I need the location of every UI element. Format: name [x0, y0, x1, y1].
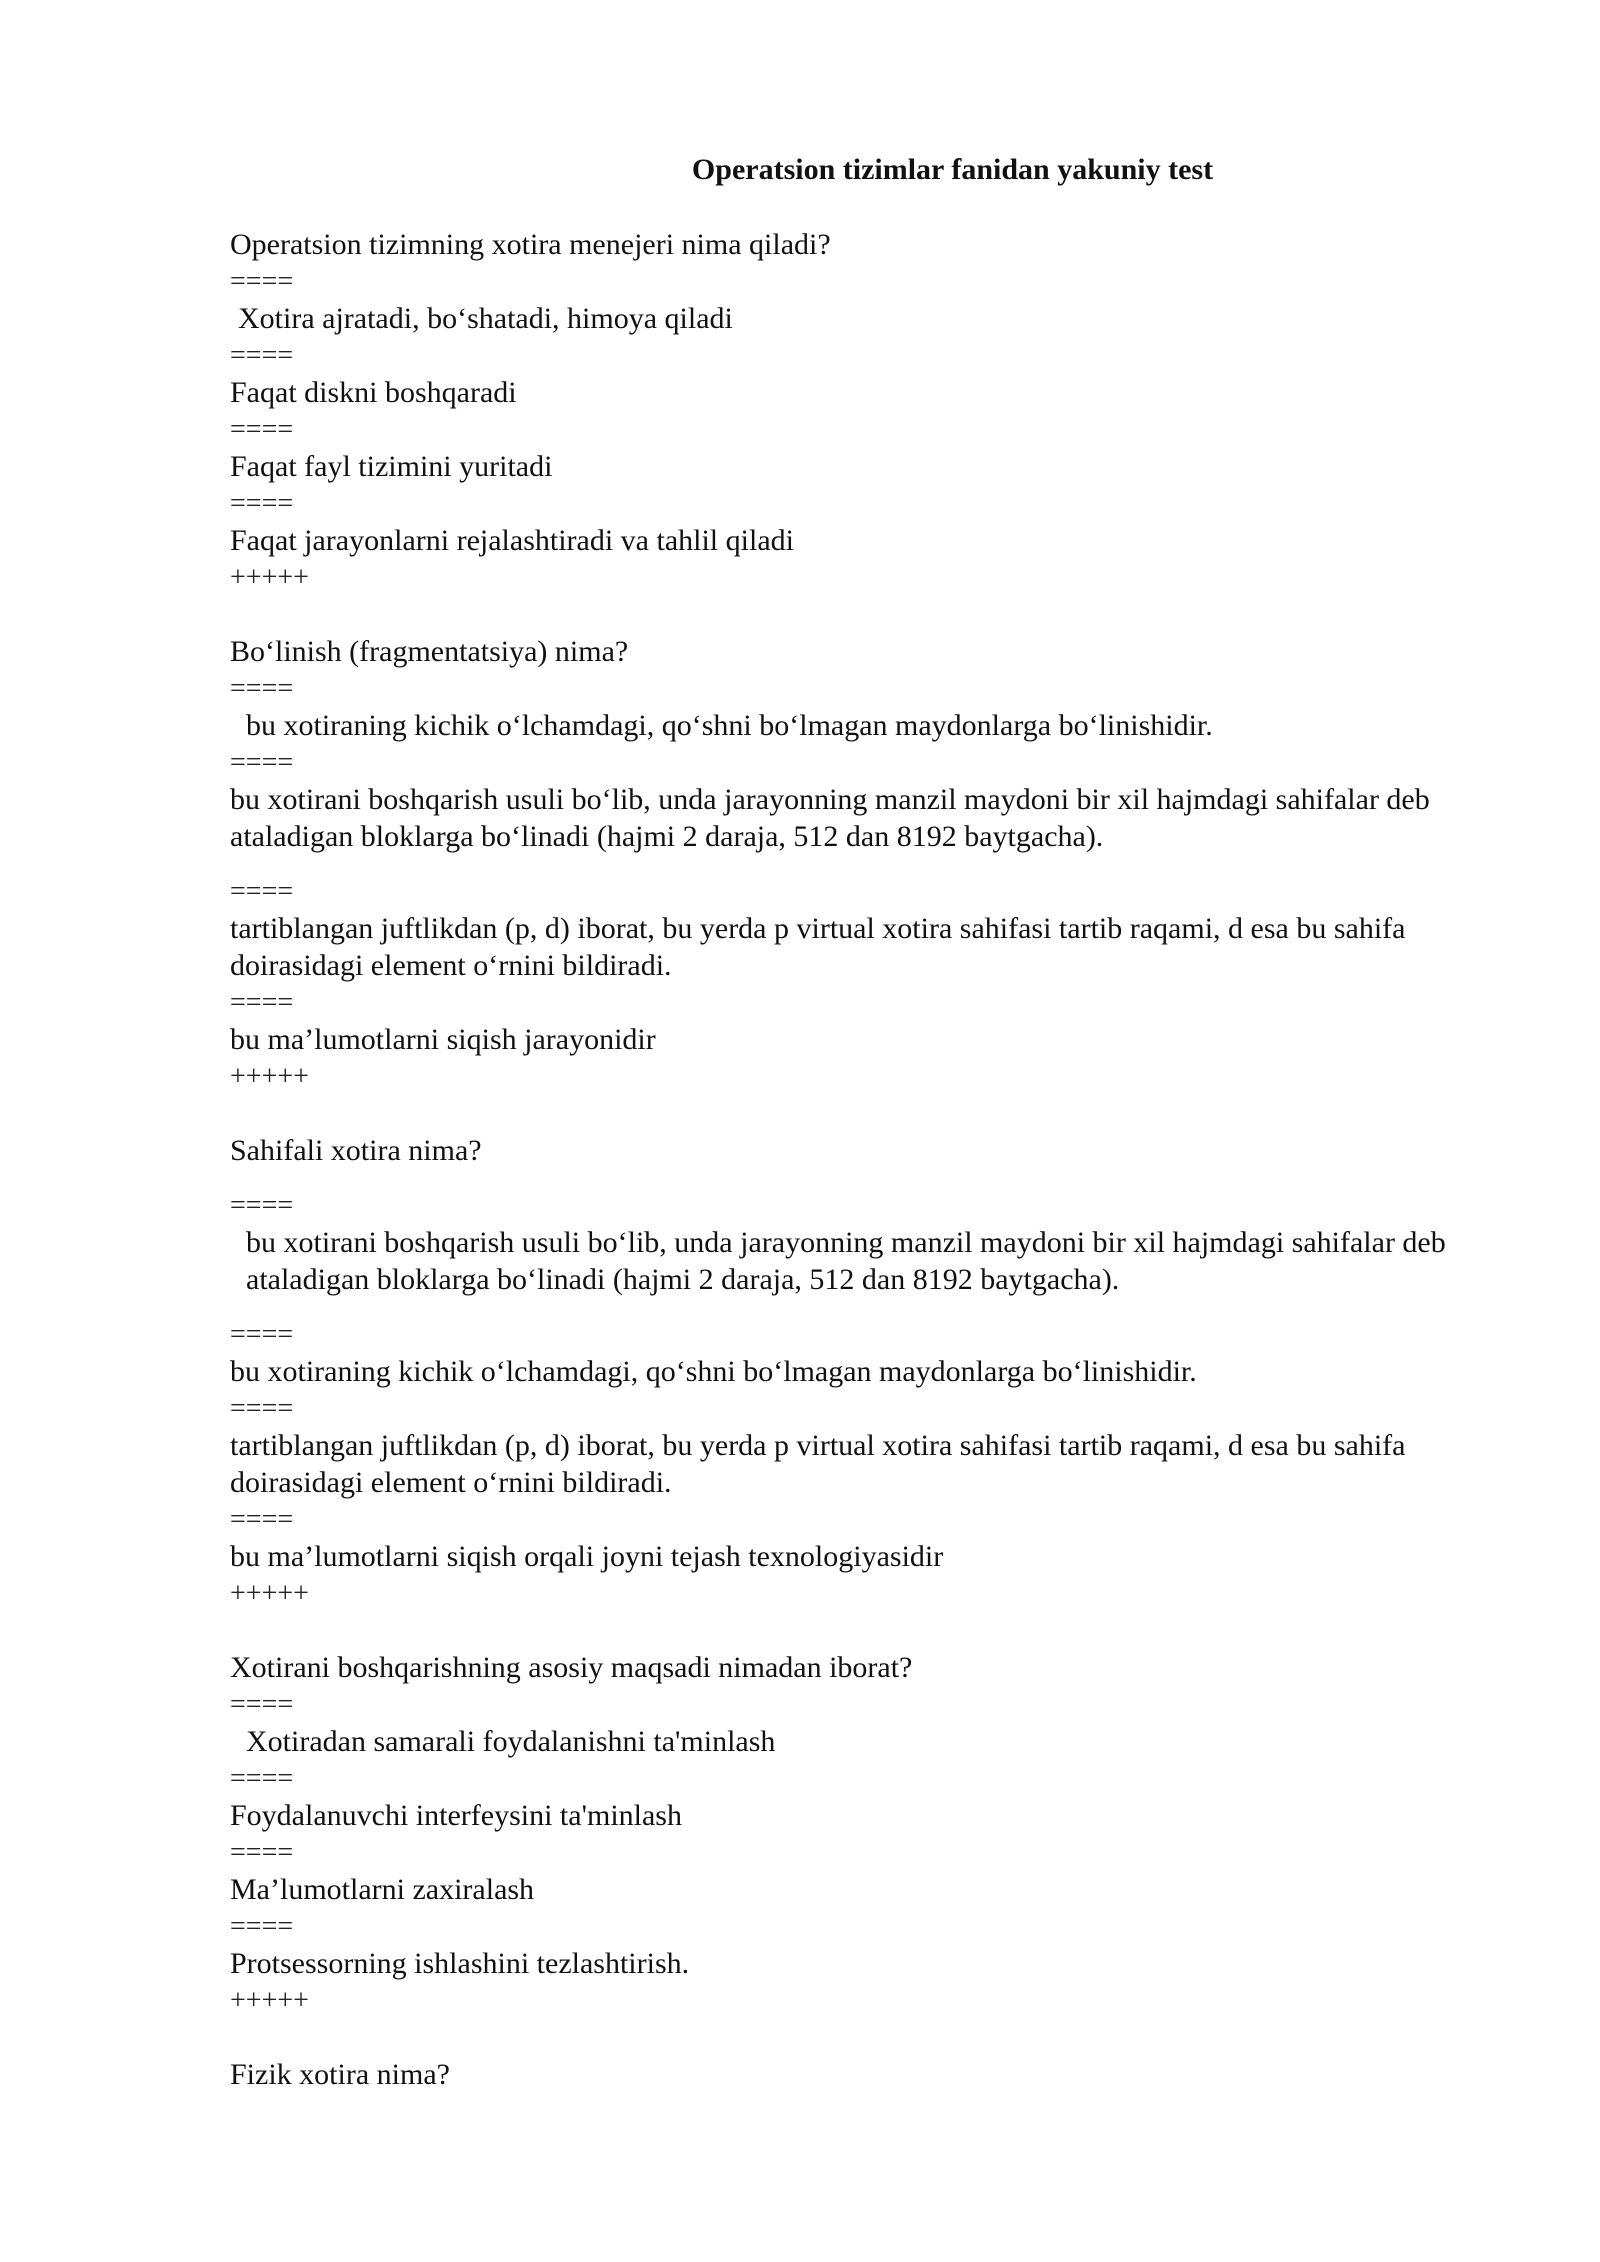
option-separator: ==== [230, 1911, 294, 1942]
question-text: Fizik xotira nima? [230, 2058, 450, 2091]
answer-option: Protsessorning ishlashini tezlashtirish. [230, 1947, 690, 1980]
option-separator: ==== [230, 987, 294, 1018]
option-separator: ==== [230, 1190, 294, 1221]
question-end-marker: +++++ [230, 1061, 309, 1092]
answer-option: tartiblangan juftlikdan (p, d) iborat, bu yerda p virtual xotira sahifasi tartib raqami, d esa bu sahifa doirasidagi element o‘rnini bildiradi. [230, 912, 1413, 982]
blank-line [230, 1612, 1500, 1649]
paragraph-spacing [230, 1298, 1500, 1316]
question-text: Xotirani boshqarishning asosiy maqsadi nimadan iborat? [230, 1651, 913, 1684]
question-end-marker: +++++ [230, 1578, 309, 1609]
answer-option: bu ma’lumotlarni siqish orqali joyni tejash texnologiyasidir [230, 1540, 944, 1573]
answer-option: Xotiradan samarali foydalanishni ta'minlash [246, 1725, 776, 1758]
option-separator: ==== [230, 747, 294, 778]
option-separator: ==== [230, 1319, 294, 1350]
blank-line [230, 1095, 1500, 1132]
answer-option: bu xotiraning kichik o‘lchamdagi, qo‘shni bo‘lmagan maydonlarga bo‘linishidir. [246, 709, 1213, 742]
answer-option: Foydalanuvchi interfeysini ta'minlash [230, 1799, 682, 1832]
answer-option: Faqat jarayonlarni rejalashtiradi va tahlil qiladi [230, 524, 794, 557]
answer-option: tartiblangan juftlikdan (p, d) iborat, bu yerda p virtual xotira sahifasi tartib raqami, d esa bu sahifa doirasidagi element o‘rnini bildiradi. [230, 1429, 1413, 1499]
question-text: Bo‘linish (fragmentatsiya) nima? [230, 635, 629, 668]
blank-line [230, 2019, 1500, 2056]
blank-line [230, 596, 1500, 633]
document-body [230, 226, 1500, 2093]
option-separator: ==== [230, 673, 294, 704]
option-separator: ==== [230, 1837, 294, 1868]
question-end-marker: +++++ [230, 562, 309, 593]
answer-option: bu xotiraning kichik o‘lchamdagi, qo‘shni bo‘lmagan maydonlarga bo‘linishidir. [230, 1355, 1197, 1388]
option-separator: ==== [230, 488, 294, 519]
option-separator: ==== [230, 266, 294, 297]
answer-option: Faqat diskni boshqaradi [230, 376, 517, 409]
answer-option: Xotira ajratadi, bo‘shatadi, himoya qiladi [238, 302, 733, 335]
option-separator: ==== [230, 1393, 294, 1424]
option-separator: ==== [230, 1689, 294, 1720]
question-end-marker: +++++ [230, 1985, 309, 2016]
option-separator: ==== [230, 876, 294, 907]
paragraph-spacing [230, 1169, 1500, 1187]
option-separator: ==== [230, 414, 294, 445]
answer-option: Faqat fayl tizimini yuritadi [230, 450, 553, 483]
answer-option: bu ma’lumotlarni siqish jarayonidir [230, 1023, 656, 1056]
answer-option: bu xotirani boshqarish usuli bo‘lib, unda jarayonning manzil maydoni bir xil hajmdagi sahifalar deb ataladigan bloklarga bo‘linadi (hajmi 2 daraja, 512 dan 8192 baytgacha). [246, 1226, 1454, 1296]
option-separator: ==== [230, 1504, 294, 1535]
question-text: Operatsion tizimning xotira menejeri nima qiladi? [230, 228, 831, 261]
document-title [0, 150, 1600, 190]
option-separator: ==== [230, 340, 294, 371]
question-text: Sahifali xotira nima? [230, 1134, 482, 1167]
answer-option: Ma’lumotlarni zaxiralash [230, 1873, 535, 1906]
option-separator: ==== [230, 1763, 294, 1794]
answer-option: bu xotirani boshqarish usuli bo‘lib, unda jarayonning manzil maydoni bir xil hajmdagi sahifalar deb ataladigan bloklarga bo‘linadi (hajmi 2 daraja, 512 dan 8192 baytgacha). [230, 783, 1438, 853]
document-title-text: Operatsion tizimlar fanidan yakuniy test [691, 153, 1214, 186]
paragraph-spacing [230, 855, 1500, 873]
